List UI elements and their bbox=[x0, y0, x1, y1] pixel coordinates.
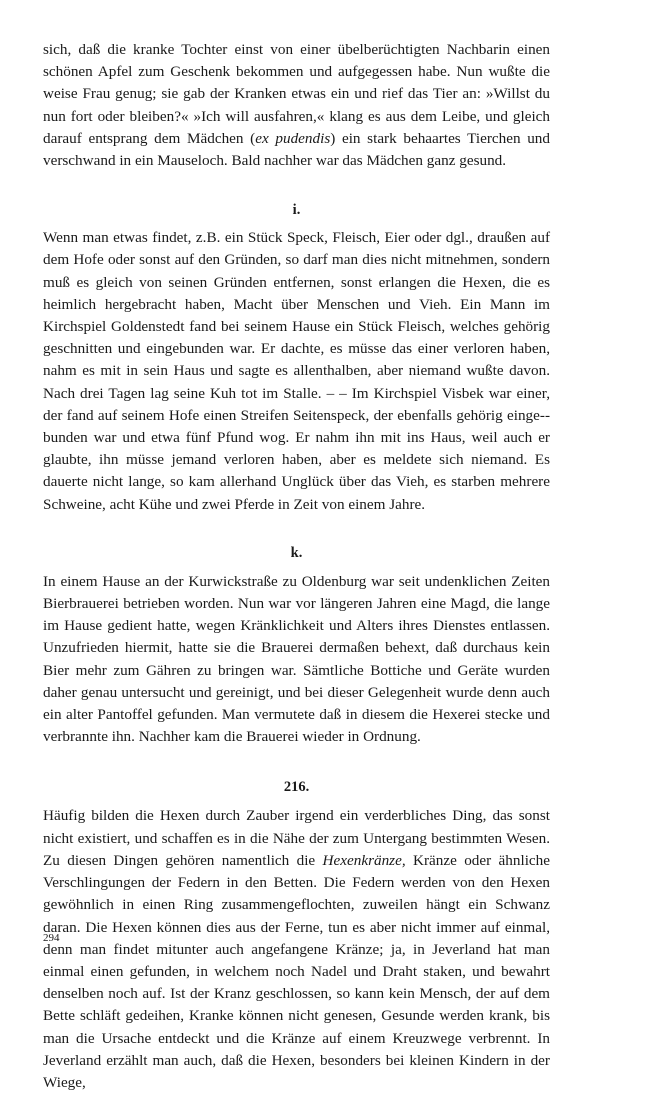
paragraph-216-text-a: Häufig bilden die Hexen durch Zauber irgend ein verderbliches Ding, das sonst nicht existiert, und schaffen es in die Nähe der zum Untergang bestimmten Wesen. Zu diesen Dingen gehören namentlich die bbox=[43, 807, 550, 869]
paragraph-intro-text: sich, daß die kranke Tochter einst von einer übelberüchtigten Nachbarin einen schönen Apfel zum Geschenk bekommen und aufgegessen habe. Nun wußte die weise Frau genug; sie gab der Kranken etwas ein und rief das Tier an: »Willst du nun fort oder bleiben?« »Ich will ausfahren,« klang es aus dem Leibe, und gleich darauf entsprang dem Mädchen ( bbox=[43, 41, 550, 147]
section-heading-216: 216. bbox=[283, 779, 310, 796]
page-number: 294 bbox=[43, 932, 60, 944]
paragraph-k: In einem Hause an der Kurwickstraße zu Oldenburg war seit undenklichen Zeiten Bierbrauerei betrieben worden. Nun war vor längeren Jahren eine Magd, die lange im Hause gedient hatte, wegen Kränklichkeit und Alters ihres Dienstes entlassen. Unzufrieden hiermit, hatte sie die Brauerei dermaßen behext, daß durchaus kein Bier mehr zum Gähren zu bringen war. Sämtliche Bottiche und Geräte wurden daher genau untersucht und gereinigt, und bei dieser Gelegenheit wurde denn auch ein alter Pantoffel gefunden. Man vermutete daß in diesem die Hexerei stecke und verbrannte ihn. Nachher kam die Brauerei wieder in Ordnung. bbox=[43, 572, 550, 746]
paragraph-intro-italic: ex pudendis bbox=[255, 129, 331, 147]
section-heading-k: k. bbox=[290, 544, 303, 561]
paragraph-intro bbox=[43, 39, 550, 172]
paragraph-216-italic: Hexenkränze, bbox=[322, 851, 406, 869]
section-heading-i: i. bbox=[292, 202, 301, 219]
page-body bbox=[43, 39, 550, 1094]
paragraph-216 bbox=[43, 805, 550, 1094]
paragraph-i: Wenn man etwas findet, z.B. ein Stück Speck, Fleisch, Eier oder dgl., draußen auf dem Hofe oder sonst auf den Gründen, so darf man dies nicht mitnehmen, sondern muß es gleich von seinen Gründen entfernen, sonst erlangen die Hexen, die es heimlich hergebracht haben, Macht über Menschen und Vieh. Ein Mann im Kirchspiel Goldenstedt fand bei seinem Hause ein Stück Fleisch, welches gehörig geschnitten und eingebunden war. Er dachte, es müsse das einer verloren haben, nahm es mit in sein Haus und sagte es allenthalben, aber niemand wußte davon. Nach drei Tagen lag seine Kuh tot im Stalle. – – Im Kirchspiel Visbek war einer, der fand auf seinem Hofe einen Streifen Seitenspeck, der ebenfalls gehörig einge-bunden war und etwa fünf Pfund wog. Er nahm ihn mit ins Haus, weil auch er glaubte, ihn müsse jemand verloren haben, aber es meldete sich niemand. Es dauerte nicht lange, so kam allerhand Unglück über das Vieh, es starben mehrere Schweine, acht Kühe und zwei Pferde in Zeit von einem Jahre. bbox=[43, 229, 550, 513]
paragraph-intro-end: ) ein stark behaartes Tierchen und verschwand in ein Mauseloch. Bald nachher war das Mädchen ganz gesund. bbox=[43, 129, 550, 170]
paragraph-216-text-b: Kränze oder ähnliche Verschlingungen der Federn in den Betten. Die Federn werden von den Hexen gewöhnlich in einen Ring zusammengeflochten, zuweilen hängt ein Schwanz daran. Die Hexen können dies aus der Ferne, tun es aber nicht immer auf einmal, denn man findet mitunter auch angefangene Kränze; ja, in Jeverland hat man einmal einen gefunden, in welchem noch Nadel und Draht staken, und bewahrt denselben noch auf. Ist der Kranz geschlossen, so kann kein Mensch, der auf dem Bette schläft gedeihen, Kranke können nicht genesen, Gesunde werden krank, bis man die Ursache entdeckt und die Kränze auf einem Kreuzwege verbrennt. In Jeverland erzählt man auch, daß die Hexen, besonders bei kleinen Kindern in der Wiege, bbox=[43, 851, 551, 1091]
